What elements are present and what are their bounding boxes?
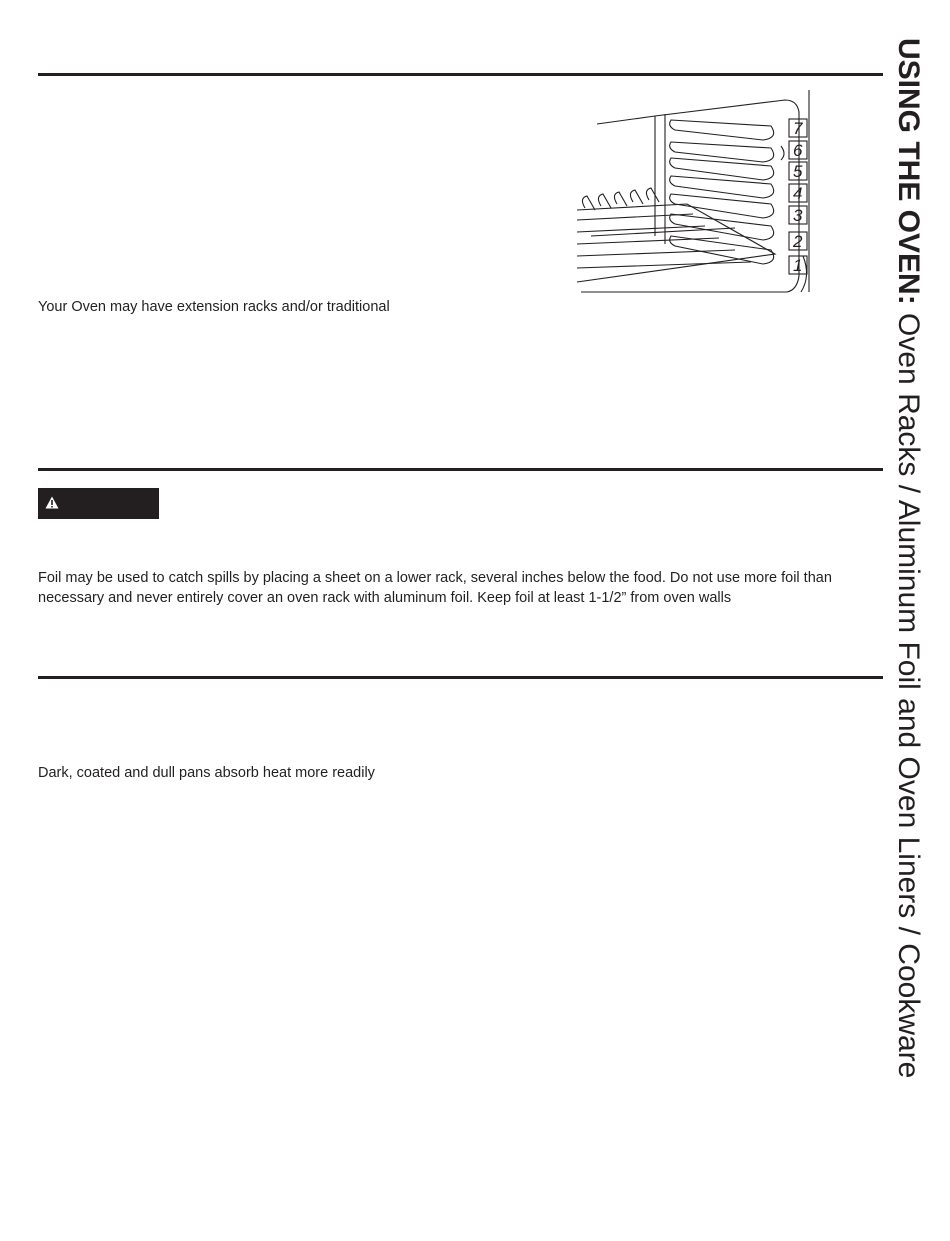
cookware-divider: [38, 676, 883, 679]
rack-position-1: 1: [793, 256, 803, 275]
rack-position-2: 2: [793, 232, 803, 251]
oven-rack-positions-illustration: [575, 86, 815, 296]
rack-position-5: 5: [793, 162, 803, 181]
rack-position-3: 3: [793, 206, 803, 225]
rack-position-7: 7: [793, 119, 803, 138]
section-side-title: [891, 38, 925, 1078]
warning-label-box: [38, 488, 159, 519]
cookware-text: Dark, coated and dull pans absorb heat more readily: [38, 765, 375, 781]
aluminum-foil-divider: [38, 468, 883, 471]
warning-triangle-icon: [45, 496, 59, 509]
side-title-strong: USING THE OVEN:: [892, 38, 925, 305]
side-title-rest: Oven Racks / Aluminum Foil and Oven Liners / Cookware: [892, 304, 925, 1079]
rack-position-4: 4: [793, 184, 803, 203]
oven-racks-divider: [38, 73, 883, 76]
rack-position-6: 6: [793, 141, 803, 160]
aluminum-foil-text: Foil may be used to catch spills by placing a sheet on a lower rack, several inches below the food. Do not use more foil than necessary and never entirely cover an oven rack with aluminum foil. Keep foil at least 1-1/2” from oven walls: [38, 570, 832, 606]
oven-racks-text: Your Oven may have extension racks and/or traditional: [38, 299, 390, 315]
